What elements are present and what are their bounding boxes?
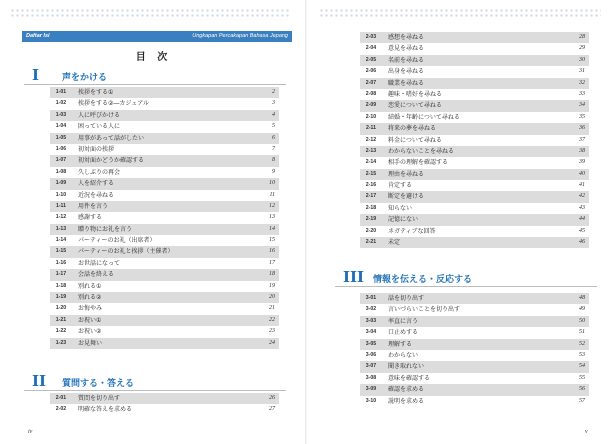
entry-title: 理由を尋ねる — [388, 170, 425, 178]
entry-title: 確認を求める — [388, 386, 425, 394]
running-header — [22, 31, 292, 42]
entry-page-number: 54 — [579, 363, 585, 370]
entry-title: 困っている人に — [78, 123, 121, 131]
chapter-title: 情報を伝える・反応する — [373, 275, 473, 285]
entry-page-number: 23 — [269, 328, 275, 335]
toc-entry[interactable] — [50, 87, 279, 98]
entry-code: 3-08 — [365, 374, 377, 381]
toc-entry[interactable] — [360, 237, 589, 248]
entry-code: 3-07 — [365, 363, 377, 370]
entry-page-number: 3 — [272, 100, 275, 107]
entry-code: 2-07 — [365, 79, 377, 86]
toc-entry[interactable] — [360, 350, 589, 361]
entry-page-number: 21 — [269, 305, 275, 312]
entry-title: 用件を言う — [78, 202, 109, 210]
entry-code: 1-21 — [55, 316, 67, 323]
entry-code: 1-06 — [55, 145, 67, 152]
entry-code: 2-01 — [55, 395, 67, 401]
entry-title: 質問を切り出す — [78, 395, 121, 402]
toc-entry[interactable] — [50, 246, 279, 257]
chapter-numeral: I — [32, 66, 40, 84]
entry-page-number: 12 — [269, 202, 275, 209]
entry-page-number: 37 — [579, 136, 585, 143]
toc-entry[interactable] — [360, 373, 589, 384]
entry-code: 3-05 — [365, 340, 377, 347]
entry-code: 2-05 — [365, 56, 377, 63]
toc-entry[interactable] — [50, 190, 279, 201]
entry-title: 趣味・嗜好を尋ねる — [388, 90, 443, 98]
right-page — [307, 0, 614, 444]
divider — [335, 286, 597, 287]
toc-entry[interactable] — [50, 167, 279, 178]
toc-entry[interactable] — [360, 78, 589, 89]
entry-title: お祝い① — [78, 316, 102, 324]
entry-page-number: 17 — [269, 259, 275, 266]
entry-title: 恋愛について尋ねる — [388, 102, 442, 110]
toc-entry[interactable] — [360, 191, 589, 202]
header-right-label: Ungkapan Percakapan Bahasa Jepang — [192, 33, 288, 39]
toc-title: 目 次 — [135, 52, 172, 63]
toc-entry[interactable] — [50, 258, 279, 269]
toc-entry[interactable] — [360, 43, 589, 54]
entry-title: お見舞い — [78, 339, 103, 347]
entry-title: お世話になって — [78, 259, 121, 267]
entry-code: 2-13 — [365, 147, 377, 154]
entry-page-number: 26 — [269, 395, 275, 401]
entry-page-number: 51 — [579, 329, 585, 336]
entry-page-number: 46 — [579, 239, 585, 246]
entry-code: 3-03 — [365, 317, 377, 324]
entry-page-number: 40 — [579, 170, 585, 177]
entry-title: 初対面の挨拶 — [78, 145, 115, 153]
entry-title: 未定 — [388, 239, 401, 247]
toc-entry[interactable] — [360, 89, 589, 100]
toc-entry[interactable] — [50, 315, 279, 326]
entry-page-number: 38 — [579, 147, 585, 154]
entry-title: 感謝する — [78, 214, 103, 222]
entry-title: 料金について尋ねる — [388, 136, 442, 144]
entry-title: わからないことを尋ねる — [388, 147, 455, 155]
entry-title: お祝い② — [78, 328, 102, 336]
entry-page-number: 29 — [579, 45, 585, 52]
entry-title: わからない — [388, 351, 419, 359]
entry-title: パーティーのお礼と挨拶（主催者） — [78, 248, 174, 256]
entry-title: 贈り物にお礼を言う — [78, 225, 133, 233]
entry-code: 1-15 — [55, 248, 67, 255]
toc-entry[interactable] — [360, 180, 589, 191]
entry-code: 1-18 — [55, 282, 67, 289]
entry-code: 1-22 — [55, 328, 67, 335]
entry-code: 1-02 — [55, 100, 67, 107]
toc-entry[interactable] — [50, 281, 279, 292]
entry-code: 2-11 — [365, 125, 377, 132]
toc-entry[interactable] — [360, 146, 589, 157]
toc-entry[interactable] — [360, 123, 589, 134]
entry-code: 1-12 — [55, 214, 67, 221]
decorative-dots — [319, 8, 601, 18]
toc-entry[interactable] — [360, 32, 589, 43]
page-number-left: iv — [28, 429, 33, 435]
entry-title: 説明を求める — [388, 397, 425, 405]
toc-entry[interactable] — [50, 393, 279, 404]
entry-code: 2-12 — [365, 136, 377, 143]
toc-entry[interactable] — [50, 404, 279, 415]
divider — [24, 84, 286, 85]
toc-entry[interactable] — [50, 201, 279, 212]
toc-entry[interactable] — [360, 361, 589, 372]
entry-page-number: 6 — [272, 134, 275, 141]
entry-code: 1-19 — [55, 294, 67, 301]
divider — [24, 390, 286, 391]
entry-title: 出身を尋ねる — [388, 68, 425, 76]
entry-code: 2-10 — [365, 113, 377, 120]
toc-list-chapter-3 — [360, 293, 589, 407]
entry-code: 2-18 — [365, 204, 377, 211]
entry-title: パーティーのお礼（出席者） — [78, 237, 156, 245]
chapter-numeral: II — [32, 372, 47, 390]
toc-entry[interactable] — [360, 214, 589, 225]
chapter-title: 質問する・答える — [62, 379, 135, 389]
entry-page-number: 57 — [579, 397, 585, 404]
toc-entry[interactable] — [50, 326, 279, 337]
entry-title: 明確な答えを求める — [78, 406, 133, 414]
entry-page-number: 10 — [269, 180, 275, 187]
entry-code: 1-04 — [55, 123, 67, 130]
toc-entry[interactable] — [50, 235, 279, 246]
entry-code: 1-16 — [55, 259, 67, 266]
entry-title: 初対面かどうか確認する — [78, 157, 145, 165]
toc-entry[interactable] — [50, 338, 279, 349]
entry-page-number: 2 — [272, 89, 275, 95]
entry-page-number: 18 — [269, 271, 275, 278]
entry-code: 2-04 — [365, 45, 377, 52]
entry-code: 1-11 — [55, 202, 67, 209]
entry-page-number: 15 — [269, 237, 275, 244]
toc-entry[interactable] — [50, 121, 279, 132]
entry-code: 2-03 — [365, 34, 377, 40]
toc-entry[interactable] — [50, 303, 279, 314]
toc-entry[interactable] — [360, 339, 589, 350]
toc-entry[interactable] — [360, 316, 589, 327]
entry-page-number: 53 — [579, 351, 585, 358]
toc-list-chapter-2 — [50, 393, 279, 416]
entry-page-number: 44 — [579, 216, 585, 223]
entry-code: 1-07 — [55, 157, 67, 164]
entry-title: 意見を尋ねる — [388, 45, 425, 53]
toc-entry[interactable] — [50, 292, 279, 303]
entry-page-number: 14 — [269, 225, 275, 232]
entry-code: 3-02 — [365, 306, 377, 313]
entry-code: 2-08 — [365, 90, 377, 97]
entry-code: 1-09 — [55, 180, 67, 187]
entry-title: 感想を尋ねる — [388, 34, 425, 41]
entry-title: お悔やみ — [78, 305, 103, 313]
entry-code: 3-01 — [365, 295, 377, 301]
toc-entry[interactable] — [360, 66, 589, 77]
entry-page-number: 20 — [269, 294, 275, 301]
entry-title: 口止めする — [388, 329, 419, 337]
entry-code: 3-10 — [365, 397, 377, 404]
entry-title: ネガティブな回答 — [388, 227, 436, 235]
entry-code: 1-17 — [55, 271, 67, 278]
entry-page-number: 42 — [579, 193, 585, 200]
entry-code: 2-02 — [55, 406, 67, 413]
entry-page-number: 16 — [269, 248, 275, 255]
entry-page-number: 56 — [579, 386, 585, 393]
toc-entry[interactable] — [50, 144, 279, 155]
entry-code: 3-06 — [365, 351, 377, 358]
entry-code: 2-17 — [365, 193, 377, 200]
toc-list-chapter-1 — [50, 87, 279, 349]
entry-code: 2-16 — [365, 182, 377, 189]
entry-title: 断定を避ける — [388, 193, 425, 201]
entry-page-number: 32 — [579, 79, 585, 86]
entry-title: 挨拶をする②―カジュアル — [78, 100, 150, 108]
entry-page-number: 5 — [272, 123, 275, 130]
entry-code: 1-10 — [55, 191, 67, 198]
toc-entry[interactable] — [50, 212, 279, 223]
entry-page-number: 50 — [579, 317, 585, 324]
entry-title: 会話を終える — [78, 271, 115, 279]
toc-entry[interactable] — [50, 269, 279, 280]
toc-entry[interactable] — [360, 112, 589, 123]
entry-code: 2-19 — [365, 216, 377, 223]
entry-page-number: 28 — [579, 34, 585, 40]
toc-entry[interactable] — [360, 384, 589, 395]
entry-page-number: 33 — [579, 90, 585, 97]
entry-page-number: 31 — [579, 68, 585, 75]
entry-page-number: 9 — [272, 168, 275, 175]
entry-title: 人に呼びかける — [78, 111, 121, 119]
entry-code: 1-20 — [55, 305, 67, 312]
entry-code: 2-14 — [365, 159, 377, 166]
entry-title: 名前を尋ねる — [388, 56, 425, 64]
entry-title: 記憶にない — [388, 216, 419, 224]
entry-page-number: 11 — [269, 191, 275, 198]
entry-page-number: 7 — [272, 145, 275, 152]
toc-entry[interactable] — [360, 55, 589, 66]
toc-entry[interactable] — [50, 98, 279, 109]
toc-entry[interactable] — [360, 135, 589, 146]
entry-code: 1-01 — [55, 89, 67, 95]
toc-entry[interactable] — [360, 226, 589, 237]
entry-code: 2-21 — [365, 239, 377, 246]
toc-entry[interactable] — [360, 304, 589, 315]
entry-code: 1-08 — [55, 168, 67, 175]
entry-page-number: 43 — [579, 204, 585, 211]
entry-page-number: 39 — [579, 159, 585, 166]
toc-entry[interactable] — [50, 133, 279, 144]
entry-title: 別れる① — [78, 282, 102, 290]
entry-page-number: 36 — [579, 125, 585, 132]
entry-title: 理解する — [388, 340, 413, 348]
entry-page-number: 48 — [579, 295, 585, 301]
entry-code: 1-05 — [55, 134, 67, 141]
toc-entry[interactable] — [50, 178, 279, 189]
toc-entry[interactable] — [360, 100, 589, 111]
entry-title: 職業を尋ねる — [388, 79, 425, 87]
entry-title: 知らない — [388, 204, 413, 212]
entry-title: 結婚・年齢について尋ねる — [388, 113, 460, 121]
entry-page-number: 24 — [269, 339, 275, 346]
entry-title: 近況を尋ねる — [78, 191, 115, 199]
page-number-right: v — [585, 429, 588, 435]
entry-page-number: 45 — [579, 227, 585, 234]
entry-title: 話を切り出す — [388, 295, 425, 302]
entry-page-number: 30 — [579, 56, 585, 63]
header-left-label: Daftar Isi — [26, 33, 50, 39]
entry-title: 別れる② — [78, 294, 102, 302]
entry-page-number: 41 — [579, 182, 585, 189]
entry-page-number: 55 — [579, 374, 585, 381]
entry-title: 肯定する — [388, 182, 413, 190]
entry-page-number: 27 — [269, 406, 275, 413]
entry-code: 1-13 — [55, 225, 67, 232]
toc-list-chapter-2-cont — [360, 32, 589, 248]
entry-title: 聞き取れない — [388, 363, 425, 371]
toc-entry[interactable] — [360, 203, 589, 214]
toc-entry[interactable] — [50, 110, 279, 121]
entry-title: 挨拶をする① — [78, 89, 114, 96]
entry-page-number: 34 — [579, 102, 585, 109]
entry-page-number: 13 — [269, 214, 275, 221]
entry-code: 2-15 — [365, 170, 377, 177]
toc-entry[interactable] — [360, 396, 589, 407]
toc-entry[interactable] — [360, 293, 589, 304]
entry-page-number: 35 — [579, 113, 585, 120]
toc-entry[interactable] — [50, 224, 279, 235]
entry-title: 用事があって話がしたい — [78, 134, 144, 142]
chapter-title: 声をかける — [62, 73, 108, 83]
entry-page-number: 22 — [269, 316, 275, 323]
entry-page-number: 4 — [272, 111, 275, 118]
toc-entry[interactable] — [50, 155, 279, 166]
toc-entry[interactable] — [360, 169, 589, 180]
chapter-numeral: III — [343, 268, 365, 286]
entry-title: 率直に言う — [388, 317, 419, 325]
entry-title: 久しぶりの再会 — [78, 168, 121, 176]
entry-code: 1-14 — [55, 237, 67, 244]
decorative-dots — [10, 8, 290, 18]
entry-code: 2-09 — [365, 102, 377, 109]
toc-entry[interactable] — [360, 327, 589, 338]
entry-page-number: 19 — [269, 282, 275, 289]
entry-page-number: 8 — [272, 157, 275, 164]
entry-title: 人を紹介する — [78, 180, 115, 188]
entry-page-number: 52 — [579, 340, 585, 347]
entry-title: 相手の理解を確認する — [388, 159, 449, 167]
entry-code: 3-04 — [365, 329, 377, 336]
entry-title: 将来の夢を尋ねる — [388, 125, 437, 133]
entry-code: 1-03 — [55, 111, 67, 118]
entry-title: 意味を確認する — [388, 374, 431, 382]
toc-entry[interactable] — [360, 157, 589, 168]
entry-code: 1-23 — [55, 339, 67, 346]
entry-code: 3-09 — [365, 386, 377, 393]
entry-page-number: 49 — [579, 306, 585, 313]
entry-code: 2-06 — [365, 68, 377, 75]
entry-code: 2-20 — [365, 227, 377, 234]
entry-title: 言いづらいことを切り出す — [388, 306, 461, 314]
